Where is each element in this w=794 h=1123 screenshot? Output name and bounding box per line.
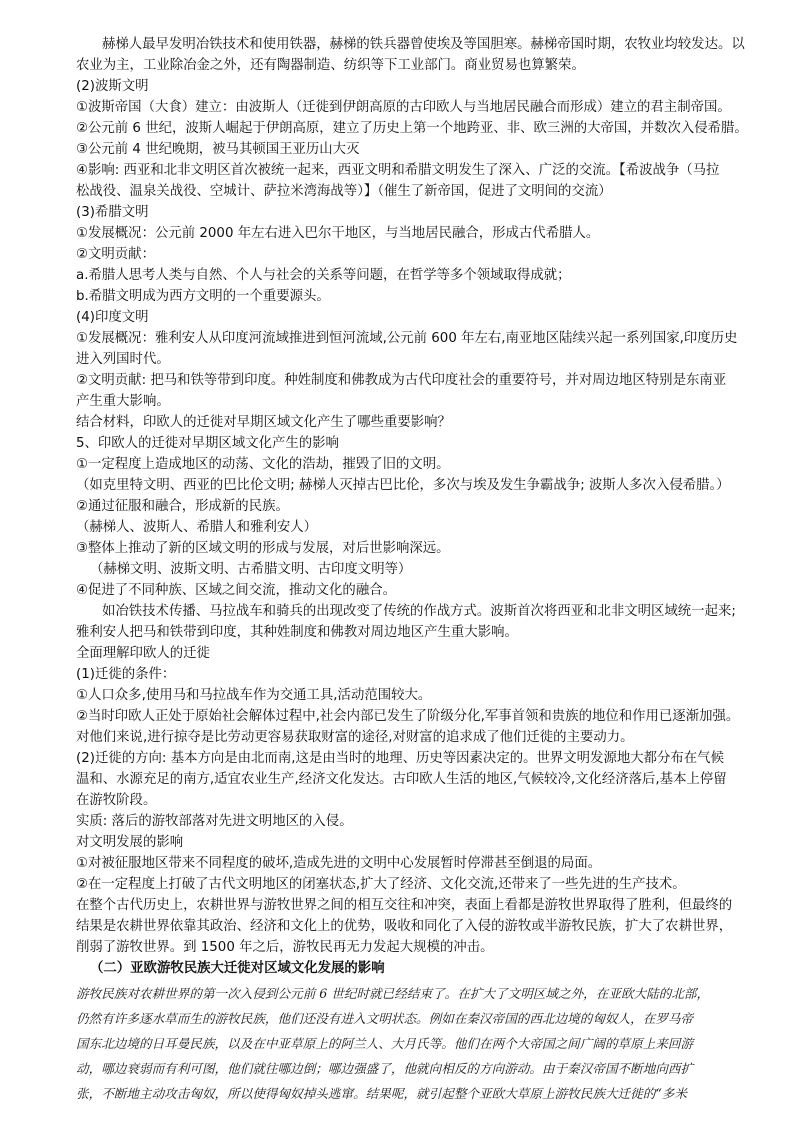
text-line: 实质: 落后的游牧部落对先进文明地区的入侵。: [76, 814, 353, 829]
quoted-line: 仍然有许多逐水草而生的游牧民族，他们还没有进入文明状态。例如在秦汉帝国的西北边境的匈奴人，在罗马帝: [76, 1011, 694, 1026]
text-line: 在整个古代历史上，农耕世界与游牧世界之间的相互交往和冲突，表面上看都是游牧世界取得了胜利，但最终的: [76, 898, 733, 913]
text-line: (3)希腊文明: [76, 205, 149, 220]
text-line: 雅利安人把马和铁带到印度，其种姓制度和佛教对周边地区产生重大影响。: [76, 625, 518, 640]
text-line: 结合材料，印欧人的迁徙对早期区域文化产生了哪些重要影响？: [76, 415, 451, 430]
text-line: ②公元前 6 世纪，波斯人崛起于伊朗高原，建立了历史上第一个地跨亚、非、欧三洲的大帝国，并数次入侵希腊。: [76, 121, 748, 136]
text-line: （如克里特文明、西亚的巴比伦文明; 赫梯人灭掉古巴比伦，多次与埃及发生争霸战争; 波斯人多次入侵希腊。）: [76, 478, 730, 493]
text-line: 削弱了游牧世界。到 1500 年之后，游牧民再无力发起大规模的冲击。: [76, 940, 494, 955]
text-line: b.希腊文明成为西方文明的一个重要源头。: [76, 289, 330, 304]
text-line: 如冶铁技术传播、马拉战车和骑兵的出现改变了传统的作战方式。波斯首次将西亚和北非文明区域统一起来;: [102, 604, 736, 619]
text-line: 产生重大影响。: [76, 394, 170, 409]
body-text: [76, 34, 766, 979]
text-line: (2)迁徙的方向: 基本方向是由北而南,这是由当时的地理、历史等因素决定的。世界文明发源地大都分布在气候: [76, 751, 724, 766]
quoted-line: 张，不断地主动攻击匈奴，所以使得匈奴掉头逃窜。结果呢，就引起整个亚欧大草原上游牧民族大迁徙的“多米: [76, 1086, 687, 1101]
text-line: (4)印度文明: [76, 310, 149, 325]
text-line: 松战役、温泉关战役、空城计、萨拉米湾海战等）】（催生了新帝国，促进了文明间的交流）: [76, 184, 612, 199]
text-line: ④影响: 西亚和北非文明区首次被统一起来，西亚文明和希腊文明发生了深入、广泛的交流。【希波战争（马拉: [76, 163, 720, 178]
text-line: ①人口众多,使用马和马拉战车作为交通工具,活动范围较大。: [76, 688, 432, 703]
quoted-passage: [76, 981, 766, 1106]
text-line: 在游牧阶段。: [76, 793, 157, 808]
text-line: 进入列国时代。: [76, 352, 170, 367]
text-line: 赫梯人最早发明冶铁技术和使用铁器，赫梯的铁兵器曾使埃及等国胆寒。赫梯帝国时期，农牧业均较发达。以: [102, 37, 745, 52]
text-line: ②文明贡献：: [76, 247, 155, 262]
text-line: ④促进了不同种族、区域之间交流，推动文化的融合。: [76, 583, 396, 598]
text-line: （赫梯文明、波斯文明、古希腊文明、古印度文明等）: [90, 562, 412, 577]
text-line: 对他们来说,进行掠夺是比劳动更容易获取财富的途径,对财富的追求成了他们迁徙的主要动力。: [76, 730, 634, 745]
text-line: 5、印欧人的迁徙对早期区域文化产生的影响: [76, 436, 339, 451]
section-heading: （二）亚欧游牧民族大迁徙对区域文化发展的影响: [90, 961, 385, 976]
text-line: ②在一定程度上打破了古代文明地区的闭塞状态,扩大了经济、文化交流,还带来了一些先进的生产技术。: [76, 877, 686, 892]
text-line: ①发展概况：公元前 2000 年左右进入巴尔干地区，与当地居民融合，形成古代希腊人。: [76, 226, 600, 241]
text-line: 农业为主，工业除冶金之外，还有陶器制造、纺织等下工业部门。商业贸易也算繁荣。: [76, 58, 585, 73]
text-line: （赫梯人、波斯人、希腊人和雅利安人）: [76, 520, 318, 535]
quoted-line: 国东北边境的日耳曼民族，以及在中亚草原上的阿兰人、大月氏等。他们在两个大帝国之间广阔的草原上来回游: [76, 1036, 694, 1051]
document-page: [76, 34, 766, 1106]
text-line: ②文明贡献: 把马和铁等带到印度。种姓制度和佛教成为古代印度社会的重要符号，并对周边地区特别是东南亚: [76, 373, 727, 388]
text-line: ②通过征服和融合，形成新的民族。: [76, 499, 289, 514]
text-line: ①发展概况：雅利安人从印度河流域推进到恒河流域,公元前 600 年左右,南亚地区陆续兴起一系列国家,印度历史: [76, 331, 738, 346]
text-line: a.希腊人思考人类与自然、个人与社会的关系等问题，在哲学等多个领域取得成就；: [76, 268, 571, 283]
text-line: 对文明发展的影响: [76, 835, 184, 850]
text-line: ③整体上推动了新的区域文明的形成与发展，对后世影响深远。: [76, 541, 450, 556]
text-line: 全面理解印欧人的迁徙: [76, 646, 210, 661]
text-line: (1)迁徙的条件：: [76, 667, 176, 682]
text-line: ①一定程度上造成地区的动荡、文化的浩劫，摧毁了旧的文明。: [76, 457, 450, 472]
text-line: (2)波斯文明: [76, 79, 149, 94]
text-line: ①波斯帝国（大食）建立：由波斯人（迁徙到伊朗高原的古印欧人与当地居民融合而形成）建立的君主制帝国。: [76, 100, 731, 115]
text-line: ①对被征服地区带来不同程度的破坏,造成先进的文明中心发展暂时停滞甚至倒退的局面。: [76, 856, 602, 871]
text-line: 温和、水源充足的南方,适宜农业生产,经济文化发达。古印欧人生活的地区,气候较冷,文化经济落后,基本上停留: [76, 772, 727, 787]
quoted-line: 动，哪边衰弱而有利可图，他们就往哪边倒；哪边强盛了，他就向相反的方向游动。由于秦汉帝国不断地向西扩: [76, 1061, 694, 1076]
text-line: ③公元前 4 世纪晚期，被马其顿国王亚历山大灭: [76, 142, 360, 157]
quoted-line: 游牧民族对农耕世界的第一次入侵到公元前 6 世纪时就已经结束了。在扩大了文明区域之外，在亚欧大陆的北部，: [76, 986, 710, 1001]
text-line: ②当时印欧人正处于原始社会解体过程中,社会内部已发生了阶级分化,军事首领和贵族的地位和作用已逐渐加强。: [76, 709, 740, 724]
text-line: 结果是农耕世界依靠其政治、经济和文化上的优势，吸收和同化了入侵的游牧或半游牧民族，扩大了农耕世界，: [76, 919, 733, 934]
